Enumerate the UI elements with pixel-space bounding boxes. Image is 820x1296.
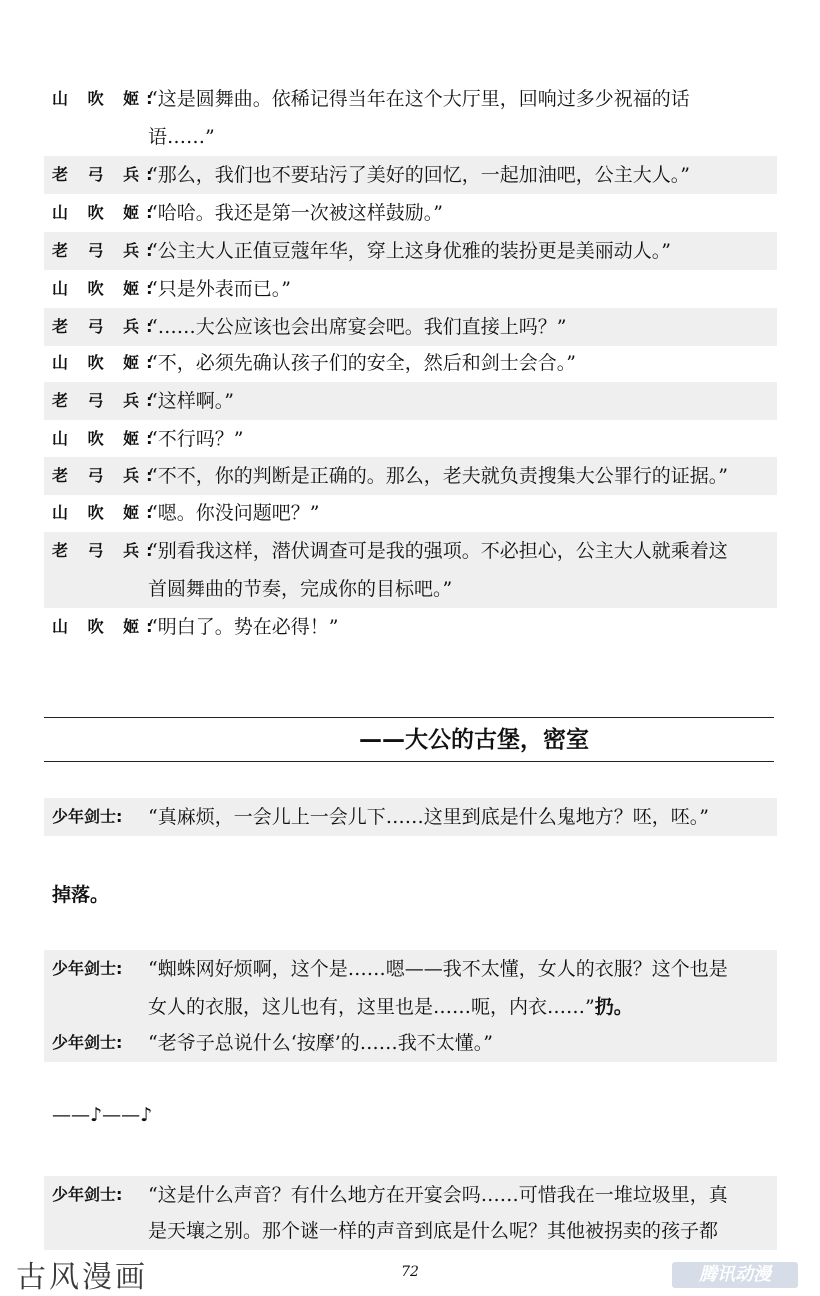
speaker-label: 少年剑士: [52,807,123,826]
dialogue-text: “真麻烦，一会儿上一会儿下……这里到底是什么鬼地方？呸，呸。” [148,806,709,828]
speaker-label: 山 吹 姬: [52,203,160,222]
speaker-label: 山 吹 姬: [52,429,160,448]
heading-rule-top [44,717,774,718]
dialogue-text: “这样啊。” [148,390,234,412]
dialogue-text: “不不，你的判断是正确的。那么，老夫就负责搜集大公罪行的证据。” [148,465,728,487]
dialogue-line [44,194,777,232]
dialogue-text-cont: 是天壤之别。那个谜一样的声音到底是什么呢？其他被拐卖的孩子都 [148,1220,719,1242]
dialogue-text: “哈哈。我还是第一次被这样鼓励。” [148,202,443,224]
dialogue-text: “那么，我们也不要玷污了美好的回忆，一起加油吧，公主大人。” [148,164,690,186]
dialogue-line [44,420,777,458]
speaker-label: 少年剑士: [52,959,123,978]
dialogue-text: “不行吗？” [148,428,244,450]
speaker-label: 老 弓 兵: [52,391,160,410]
dialogue-text: “只是外表而已。” [148,278,291,300]
dialogue-line [44,608,777,646]
speaker-label: 少年剑士: [52,1033,123,1052]
dialogue-line [44,494,777,532]
dialogue-line [44,344,777,382]
dialogue-text-cont [148,988,771,1026]
speaker-label: 老 弓 兵: [52,165,160,184]
dialogue-line [44,156,777,194]
speaker-label: 山 吹 姬: [52,353,160,372]
dialogue-text: “公主大人正值豆蔻年华，穿上这身优雅的装扮更是美丽动人。” [148,240,671,262]
dialogue-text: “老爷子总说什么‘按摩’的……我不太懂。” [148,1032,494,1054]
watermark-logo-left: 古风漫画 [16,1260,148,1295]
dialogue-line [44,80,777,156]
dialogue-line [44,457,777,495]
dialogue-block-c [44,1176,777,1250]
speaker-label: 老 弓 兵: [52,317,160,336]
dialogue-line [44,798,777,836]
dialogue-text: “别看我这样，潜伏调查可是我的强项。不必担心，公主大人就乘着这 [148,540,728,562]
dialogue-text-cont: 语……” [148,126,215,148]
watermark-logo-right: 腾讯动漫 [672,1262,798,1288]
speaker-label: 山 吹 姬: [52,279,160,298]
speaker-label: 山 吹 姬: [52,89,160,108]
dialogue-line [44,270,777,308]
dialogue-line [44,308,777,346]
page-number: 72 [401,1264,419,1280]
narration-text: 掉落。 [52,884,110,906]
speaker-label: 老 弓 兵: [52,241,160,260]
dialogue-line [44,232,777,270]
speaker-label: 少年剑士: [52,1185,123,1204]
dialogue-text: “蜘蛛网好烦啊，这个是……嗯——我不太懂，女人的衣服？这个也是 [148,958,728,980]
dialogue-text: “明白了。势在必得！” [148,616,339,638]
action-word: 扔。 [594,996,633,1018]
dialogue-line [44,532,777,608]
dialogue-text: “这是什么声音？有什么地方在开宴会吗……可惜我在一堆垃圾里，真 [148,1184,728,1206]
dialogue-text: “嗯。你没问题吧？” [148,502,320,524]
dialogue-text: “不，必须先确认孩子们的安全，然后和剑士会合。” [148,352,576,374]
heading-rule-bottom [44,761,774,762]
dialogue-line [44,1176,777,1250]
speaker-label: 山 吹 姬: [52,617,160,636]
dialogue-block-top [44,80,777,640]
dialogue-text: “……大公应该也会出席宴会吧。我们直接上吗？” [148,316,567,338]
speaker-label: 山 吹 姬: [52,503,160,522]
dialogue-text-cont-plain: 女人的衣服，这儿也有，这里也是……呃，内衣……” [148,996,595,1018]
dialogue-text: “这是圆舞曲。依稀记得当年在这个大厅里，回响过多少祝福的话 [148,88,690,110]
dialogue-block-b [44,950,777,1062]
dialogue-block-a [44,798,777,836]
music-narration: ——♪——♪ [52,1104,153,1126]
speaker-label: 老 弓 兵: [52,466,160,485]
dialogue-line [44,382,777,420]
section-heading: ——大公的古堡，密室 [359,727,589,753]
speaker-label: 老 弓 兵: [52,541,160,560]
dialogue-text-cont: 首圆舞曲的节奏，完成你的目标吧。” [148,578,453,600]
dialogue-line [44,950,777,1026]
dialogue-line [44,1024,777,1062]
